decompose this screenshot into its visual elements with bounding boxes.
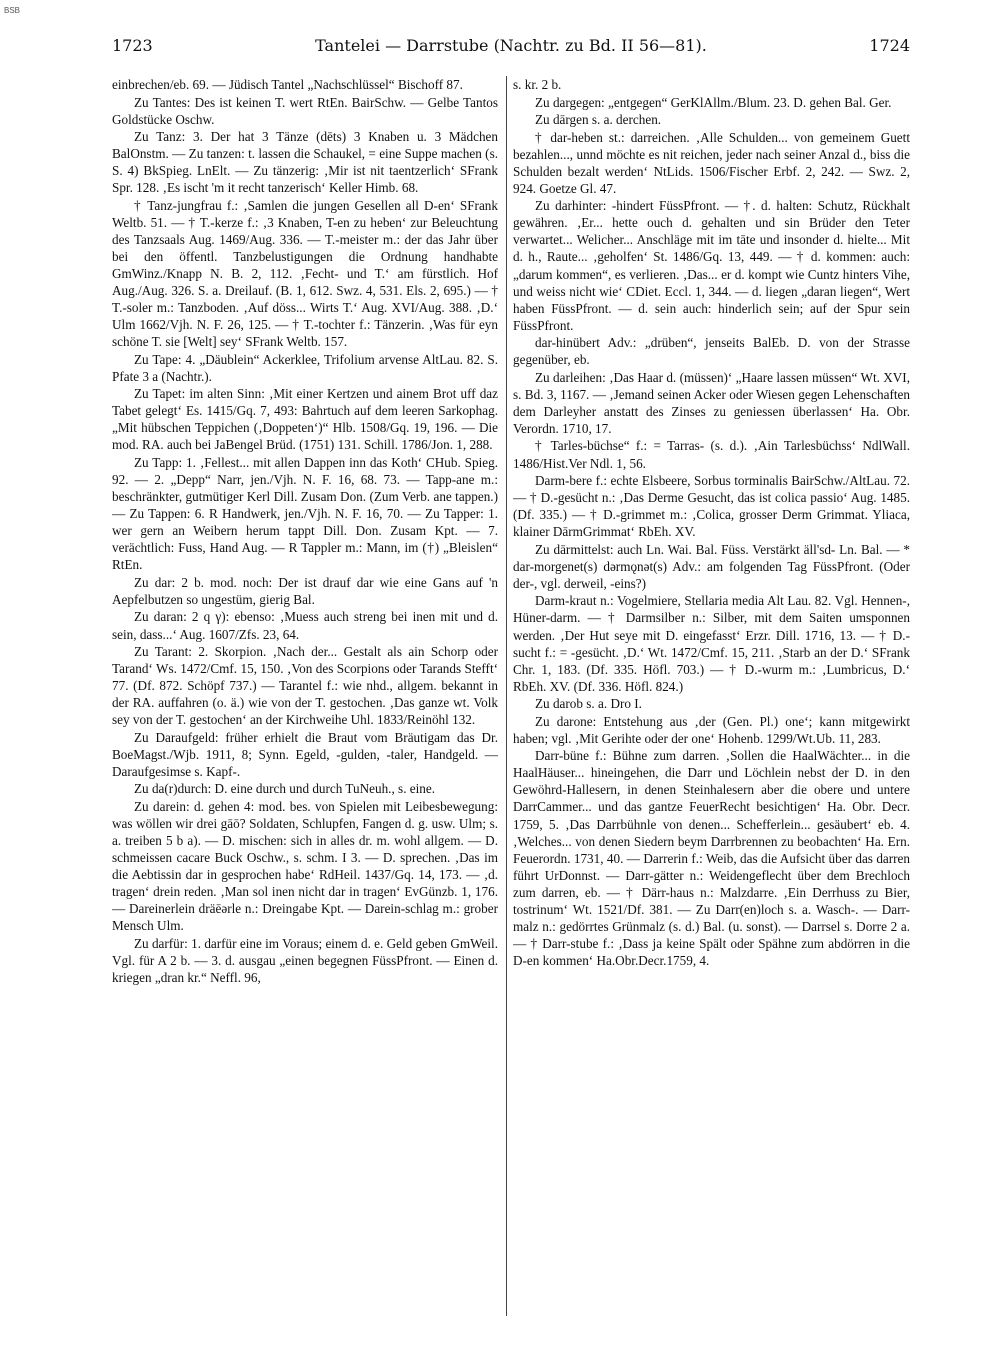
column-number-left: 1723 <box>112 36 153 55</box>
entry-paragraph: dar-hinübert Adv.: „drüben“, jenseits BalEb. D. von der Strasse gegenüber, eb. <box>513 335 910 368</box>
entry-paragraph: Zu dārgen s. a. derchen. <box>535 112 662 128</box>
entry-paragraph: Zu darob s. a. Dro I. <box>535 696 642 712</box>
entry-paragraph: Zu Tapet: im alten Sinn: ‚Mit einer Kertzen und ainem Brot uff daz Tabet gelegt‘ Es. 1415/Gq. 7, 493: Bahrtuch auf dem leeren Sarkophag. „Mit hübschen Teppichen (‚Doppeten‘)“ Hlb. 1508/Gq. 19, 196. — Die mod. RA. auch bei JaBengel Brüd. (1751) 131. Schill. 1786/Jon. 1, 288. <box>112 386 498 453</box>
running-title: Tantelei — Darrstube (Nachtr. zu Bd. II 56—81). <box>315 36 707 55</box>
entry-paragraph: Zu dargegen: „entgegen“ GerKlAllm./Blum. 23. D. gehen Bal. Ger. <box>535 94 892 110</box>
page-header <box>112 36 910 58</box>
entry-paragraph: Zu darone: Entstehung aus ‚der (Gen. Pl.) one‘; kann mitgewirkt haben; vgl. ‚Mit Gerihte oder der one‘ Hohenb. 1299/Wt.Ub. 11, 283. <box>513 713 910 746</box>
entry-paragraph: Zu Daraufgeld: früher erhielt die Braut vom Bräutigam das Dr. BoeMagst./Wjb. 1911, 8; Synn. Egeld, -gulden, -taler, Handgeld. — Daraufgesimse s. Kapf-. <box>112 729 498 779</box>
right-column <box>513 76 910 1331</box>
entry-paragraph: Zu darfür: 1. darfür eine im Voraus; einem d. e. Geld geben GmWeil. Vgl. für A 2 b. — 3. d. ausgau „einen begegnen FüssPfront. — Einen d. kriegen „dran kr.“ Neffl. 96, <box>112 935 498 985</box>
entry-paragraph: † Tarles-büchse“ f.: = Tarras- (s. d.). ‚Ain Tarlesbüchss‘ NdlWall. 1486/Hist.Ver Ndl. 1, 56. <box>513 438 910 471</box>
entry-paragraph: Zu Tape: 4. „Däublein“ Ackerklee, Trifolium arvense AltLau. 82. S. Pfate 3 a (Nachtr.). <box>112 351 498 384</box>
left-column <box>112 76 498 1331</box>
entry-paragraph: Zu Tantes: Des ist keinen T. wert RtEn. BairSchw. — Gelbe Tantos Goldstücke Oschw. <box>112 94 498 127</box>
column-number-right: 1724 <box>869 36 910 55</box>
column-divider <box>506 76 507 1316</box>
entry-paragraph: Zu darleihen: ‚Das Haar d. (müssen)‘ „Haare lassen müssen“ Wt. XVI, s. Bd. 3, 1167. — ‚Jemand seinen Acker oder Wiesen gegen Lehenschaften dem Darleyher anstatt des Zinses zu geniessen überlassen‘ Ha. Obr. Verordn. 1710, 17. <box>513 369 910 436</box>
entry-paragraph: Darm-kraut n.: Vogelmiere, Stellaria media Alt Lau. 82. Vgl. Hennen-, Hüner-darm. — † Darmsilber n.: Silber, mit dem Saiten umsponnen werden. ‚Der Hut seye mit D. eingefasst‘ Erzr. Dill. 1716, 13. — † D.-sucht f.: = -gesücht. ‚D.‘ Wt. 1472/Cmf. 15, 211. ‚Starb an der D.‘ SFrank Chr. 1, 183. (Df. 335. Höfl. 703.) — † D.-wurm m.: ‚Lumbricus, D.‘ RbEh. XV. (Df. 336. Höfl. 824.) <box>513 593 910 694</box>
entry-paragraph: Zu Tanz: 3. Der hat 3 Tänze (dēts) 3 Knaben u. 3 Mädchen BalOnstm. — Zu tanzen: t. lassen die Schaukel, = eine Suppe machen (s. S. 4) BkSpieg. LnElt. — Zu tänzerig: ‚Mir ist nit taentzerlich‘ SFrank Spr. 128. ‚Es ischt 'm it recht tanzerisch‘ Keller Himb. 68. <box>112 129 498 196</box>
entry-paragraph: Zu dar: 2 b. mod. noch: Der ist drauf dar wie eine Gans auf 'n Aepfelbutzen so ungestüm, gierig Bal. <box>112 574 498 607</box>
entry-paragraph: s. kr. 2 b. <box>513 77 562 92</box>
entry-paragraph: † Tanz-jungfrau f.: ‚Samlen die jungen Gesellen all D-en‘ SFrank Weltb. 51. — † T.-kerze f.: ‚3 Knaben, T-en zu heben‘ zur Beleuchtung des Tanzsaals Aug. 1469/Aug. 336. — T.-meister m.: der das Jahr über bei den öffentl. Tanzbelustigungen die Ordnung handhabte GmWinz./Knapp N. B. 2, 112. ‚Fecht- und T.‘ am fürstlich. Hof Aug./Aug. 326. S. a. Dreilauf. (B. 1, 612. Swz. 4, 531. Els. 2, 695.) — † T.-soler m.: Tanzboden. ‚Auf döss... Wirts T.‘ Aug. XVI/Aug. 388. ‚D.‘ Ulm 1662/Vjh. N. F. 26, 125. — † T.-tochter f.: Tänzerin. ‚Was für eyn schöne T. sie [Welt] sey‘ SFrank Weltb. 157. <box>112 197 498 350</box>
entry-paragraph: Zu daran: 2 q γ): ebenso: ‚Muess auch streng bei inen mit und d. sein, dass...‘ Aug. 1607/Zfs. 23, 64. <box>112 609 498 642</box>
entry-paragraph: Zu darhinter: -hindert FüssPfront. — †. d. halten: Schutz, Rückhalt gewähren. ‚Er... hette ouch d. gehalten und sin Brüder den Teter verwartet... Welicher... Anschläge mit im tāte und insonder d. hielte... Mit d. h., Raute... ‚geholfen‘ St. 1486/Gq. 13, 449. — † d. kommen: auch: „darum kommen“, es verlieren. ‚Das... er d. kompt wie Cuntz hinters Vihe, und weiss nicht wie‘ CDiet. Eccl. 1, 344. — d. liegen „daran liegen“, Wert haben FüssPfront. — d. sein auch: hinderlich sein; auf der Spur sein FüssPfront. <box>513 198 910 333</box>
entry-paragraph: Zu Tapp: 1. ‚Fellest... mit allen Dappen inn das Koth‘ CHub. Spieg. 92. — 2. „Depp“ Narr, jen./Vjh. N. F. 16, 68. 73. — Tapp-ane m.: beschränkter, gutmütiger Kerl Dill. Zusam Don. (Zum Verb. ane tappen.) — Zu Tappen: 6. R Handwerk, jen./Vjh. N. F. 16, 70. — Zu Tapper: 1. wer gern an Weibern herum tappt Dill. Don. Zusam Kpt. — 7. verächtlich: Fuss, Hand Aug. — R Tappler m.: Mann, im (†) „Bleislen“ RtEn. <box>112 455 498 573</box>
entry-paragraph: einbrechen/eb. 69. — Jüdisch Tantel „Nachschlüssel“ Bischoff 87. <box>112 77 463 92</box>
entry-paragraph: Zu dārmittelst: auch Ln. Wai. Bal. Füss. Verstärkt äll'sd- Ln. Bal. — * dar-morgenet(s) dərmǫnət(s) Adv.: am folgenden Tag FüssPfront. (Oder der-, vgl. derweil, -eins?) <box>513 541 910 591</box>
entry-paragraph: Darm-bere f.: echte Elsbeere, Sorbus torminalis BairSchw./AltLau. 72. — † D.-gesücht n.: ‚Das Derme Gesucht, das ist colica passio‘ Aug. 1485. (Df. 335.) — † D.-grimmet m.: ‚Colica, grosser Derm Grimmat. Yliaca, klainer DārmGrimmat‘ RbEh. XV. <box>513 473 910 540</box>
library-stamp: BSB <box>4 6 21 15</box>
entry-paragraph: † dar-heben st.: darreichen. ‚Alle Schulden... von gemeinem Guett bezahlen..., unnd möchte es nit reichen, jeder nach seiner Anzal d., biss die Schulden bezalt werden‘ NtLids. 1506/Fischer Erbf. 2, 242. — Swz. 2, 924. Goetze Gl. 47. <box>513 129 910 196</box>
entry-paragraph: Darr-büne f.: Bühne zum darren. ‚Sollen die HaalWächter... in die HaalHäuser... hineingehen, die Darr und Löchlein nebst der D. in den Gewöhrd-Hallesern, in denen Steinhalesern aber die obere und untere DarrCammer... und das gantze FeuerRecht besichtigen‘ Ha. Obr. Decr. 1759, 5. ‚Das Darrbühnle von denen... Schefferlein... gesäubert‘ eb. 4. ‚Welches... von denen Siedern beym Darrbrennen zu beobachten‘ Ha. Ern. Feuerordn. 1731, 40. — Darrerin f.: Weib, das die Aufsicht über das darren führt UrDonnst. — Darr-gätter n.: Weidengeflecht über dem Brechloch zum darren, eb. — † Därr-haus n.: Malzdarre. ‚Ein Derrhuss zu Bier, tostrinum‘ Wt. 1521/Df. 381. — Zu Darr(en)loch s. a. Wasch-. — Darr-malz n.: gedörrtes Grünmalz (s. d.) Bal. (u. sonst). — Darrsel s. Dorre 2 a. — † Darr-stube f.: ‚Dass ja keine Spält oder Spähne zum abdörren in die D-en kommen‘ Ha.Obr.Decr.1759, 4. <box>513 748 910 968</box>
entry-paragraph: Zu darein: d. gehen 4: mod. bes. von Spielen mit Leibesbewegung: was wöllen wir drei gāō? Soldaten, Schlupfen, Fangen d. g. usw. Ulm; s. a. treiben 5 b a). — D. mischen: sich in alles dr. m. wohl allgem. — D. schmeissen cacare Buck Oschw., s. schm. I 3. — D. sprechen. ‚Das im die Aebtissin dar in gesprochen habe‘ RdHeil. 1437/Gq. 14, 173. — ‚d. tragen‘ drein reden. ‚Man sol inen nicht dar in tragen‘ EvGünzb. 1, 176. — Dareinerlein dräēərle n.: Dreingabe Kpt. — Darein-schlag m.: grober Mensch Ulm. <box>112 798 498 934</box>
entry-paragraph: Zu da(r)durch: D. eine durch und durch TuNeuh., s. eine. <box>134 781 436 797</box>
entry-paragraph: Zu Tarant: 2. Skorpion. ‚Nach der... Gestalt als ain Schorp oder Tarand‘ Ws. 1472/Cmf. 15, 150. ‚Von des Scorpions oder Tarands Stefft‘ 77. (Df. 872. Schöpf 737.) — Tarantel f.: wie nhd., allgem. bekannt in der RA. auffahren (o. ä.) wie von der T. gestochen. ‚Das ganze wt. Volk sey von der T. gestochen‘ an der Kirchweihe Uhl. 1833/Reinöhl 132. <box>112 644 498 728</box>
